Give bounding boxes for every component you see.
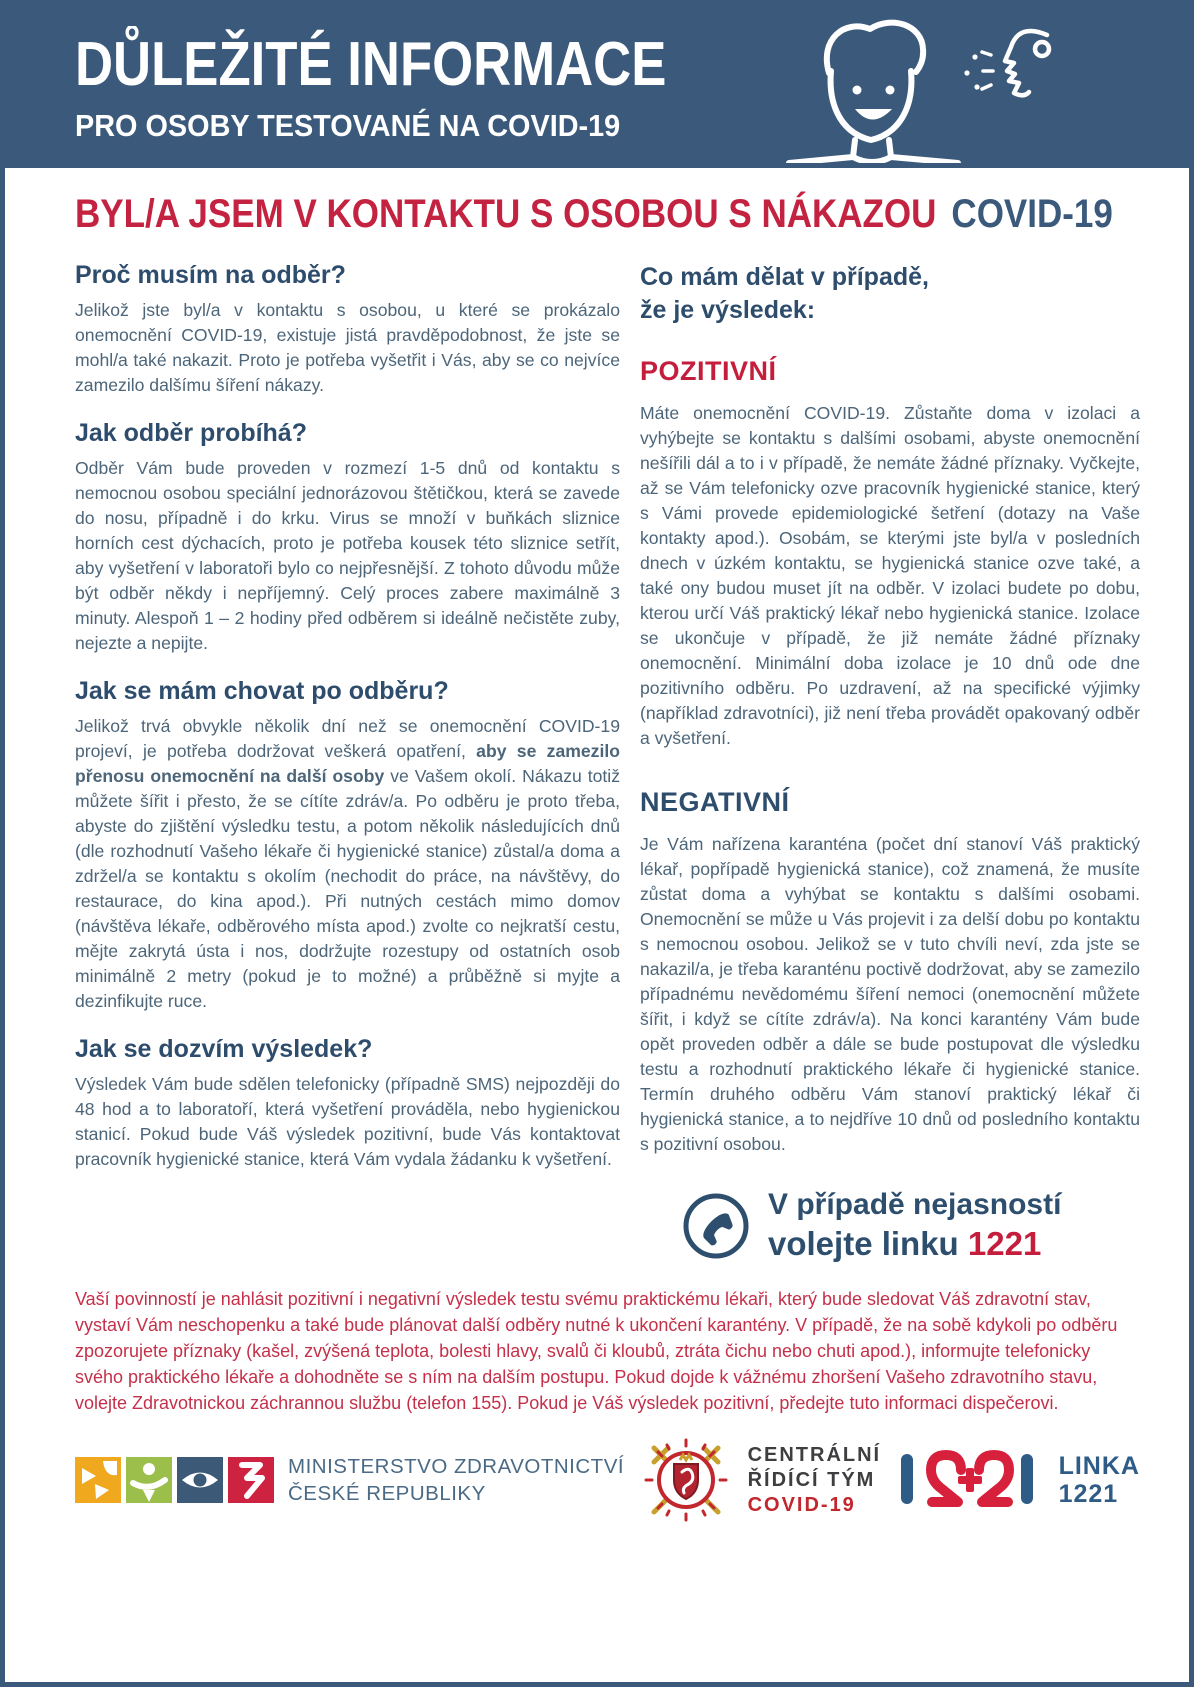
footer-logos: [75, 1432, 1140, 1528]
header-banner: [5, 5, 1189, 168]
content: [5, 192, 1189, 1528]
section-heading: Jak se mám chovat po odběru?: [75, 677, 449, 705]
right-column: [640, 253, 1140, 1264]
body-bold: aby se zamezilo přenosu onemocnění na další osoby: [75, 741, 620, 786]
smile: [855, 109, 892, 120]
central-management-team-emblem: [638, 1432, 734, 1528]
phone-icon: [680, 1190, 752, 1262]
positive-heading: POZITIVNÍ: [640, 356, 777, 386]
coughing-profile: [1005, 31, 1049, 95]
linka-text: [1059, 1452, 1140, 1510]
ministry-square-yellow: [75, 1457, 121, 1503]
crt-line2: ŘÍDÍCÍ TÝM: [747, 1468, 876, 1491]
linka-line1: LINKA: [1058, 1451, 1140, 1480]
section-how-get-result: [75, 1035, 620, 1172]
ministry-logo-squares: [75, 1457, 274, 1503]
hotline-number: 1221: [967, 1225, 1042, 1262]
linka-1221-logo: [895, 1444, 1140, 1516]
hotline-line1: V případě nejasností: [768, 1188, 1062, 1221]
ministry-square-red: [228, 1457, 274, 1503]
ministry-name-line1: MINISTERSTVO ZDRAVOTNICTVÍ: [288, 1454, 625, 1478]
linka-1221-mark: [895, 1444, 1045, 1516]
section-body: [75, 714, 620, 1014]
section-behaviour-after-test: [75, 677, 620, 1014]
section-how-test-works: [75, 419, 620, 656]
main-heading: [75, 192, 1113, 237]
section-body: Jelikož jste byl/a v kontaktu s osobou, u které se prokázalo onemocnění COVID-19, existuje jistá pravděpodobnost, že jste se mohl/a také nakazit. Proto je potřeba vyšetřit i Vás, aby se co nejvíce zamezilo dalšímu šíření nákazy.: [75, 300, 620, 395]
notice-text: Vaší povinností je nahlásit pozitivní i negativní výsledek testu svému praktickému lékaři, který bude sledovat Váš zdravotní stav, vystaví Vám neschopenku a také bude plánovat další odběry nutné k ukončení karantény. V případě, že na sobě kdykoli po odběru zpozorujete příznaky (kašel, zvýšená teplota, bolesti hlavy, svalů či kloubů, ztráta čichu nebo chuti apod.), informujte telefonicky svého praktického lékaře a dohodněte se s ním na dalším postupu. Pokud dojde k vážnému zhoršení Vašeho zdravotního stavu, volejte Zdravotnickou záchrannou službu (telefon 155). Pokud je Váš výsledek pozitivní, předejte tuto informaci dispečerovi.: [75, 1289, 1118, 1414]
main-heading-red: BYL/A JSEM V KONTAKTU S OSOBOU S NÁKAZOU: [75, 192, 937, 236]
section-heading: Proč musím na odběr?: [75, 261, 346, 289]
ministry-square-green: [126, 1457, 172, 1503]
hotline-line2-text: volejte linku: [768, 1225, 959, 1262]
page-title: DŮLEŽITÉ INFORMACE: [75, 30, 667, 99]
body-post: ve Vašem okolí. Nákazu totiž můžete šířit i přesto, že se cítíte zdráv/a. Po odběru je proto třeba, abyste do zjištění výsledku testu, a potom několik následujících dnů (dle rozhodnutí Vašeho lékaře či hygienické stanice) zůstal/a doma a zdržel/a se kontaktu s okolím (nechodit do práce, na návštěvy, do restaurace, do kina apod.). Při nutných cestách mimo domov (návštěva lékaře, odběrového místa apod.) zvolte co nejkratší cestu, mějte zakrytá ústa i nos, dodržujte rozestupy od ostatních osob minimálně 2 metry (pokud je to možné) a průběžně si myjte a dezinfikujte ruce.: [75, 766, 620, 1011]
droplet-dashes: [982, 52, 993, 89]
droplets: [964, 54, 979, 89]
crt-text: [748, 1443, 882, 1518]
central-management-team-logo: [638, 1432, 882, 1528]
crt-covid-label: COVID-19: [747, 1493, 856, 1516]
eye-right: [886, 86, 895, 95]
section-body: Odběr Vám bude proveden v rozmezí 1-5 dnů od kontaktu s nemocnou osobou speciální jednorázovou štětičkou, která se zavede do nosu, případně i do krku. Virus se množí v buňkách sliznice horních cest dýchacích, proto je potřeba kousek této sliznice setřít, aby vyšetření v laboratoři bylo co nejpřesnější. Z tohoto důvodu může být odběr někdy i nepříjemný. Celý proces zabere maximálně 3 minuty. Alespoň 1 – 2 hodiny před odběrem si ideálně nečistěte zuby, nejezte a nepijte.: [75, 458, 620, 653]
coughing-person-illustration: [751, 13, 1061, 163]
body-pre: Jelikož trvá obvykle několik dní než se onemocnění COVID-19 projeví, je potřeba dodržovat veškerá opatření,: [75, 716, 620, 761]
ministry-name: [288, 1453, 624, 1508]
hotline-text: [768, 1187, 1061, 1264]
negative-heading: NEGATIVNÍ: [640, 787, 790, 817]
crt-line1: CENTRÁLNÍ: [747, 1443, 882, 1466]
left-column: [75, 253, 620, 1172]
hotline-line2: [768, 1223, 1061, 1264]
ministry-of-health-logo: [75, 1453, 624, 1508]
negative-body: Je Vám nařízena karanténa (počet dní stanoví Váš praktický lékař, popřípadě hygienická stanice), což znamená, že musíte zůstat doma a vyhýbat se kontaktu s dalšími osobami. Onemocnění se může u Vás projevit i za delší dobu po kontaktu s nemocnou osobou. Jelikož se v tuto chvíli neví, zda jste se nakazil/a, je třeba karanténu poctivě dodržovat, aby se zamezilo případnému nevědomému šíření nemoci (onemocnění můžete šířit, i když se cítíte zdráv/a). Na konci karantény Vám bude opět proveden odběr a dále se bude postupovat dle výsledku testu a rozhodnutí praktického lékaře či hygienické stanice. Termín druhého odběru Vám stanoví praktický lékař či hygienická stanice, a to nejdříve 10 dnů od posledního kontaktu s pozitivní osobou.: [640, 834, 1140, 1154]
hotline-callout: [680, 1187, 1140, 1264]
two-column-layout: [75, 253, 1140, 1264]
section-heading: Jak odběr probíhá?: [75, 419, 307, 447]
section-heading: Jak se dozvím výsledek?: [75, 1035, 373, 1063]
positive-body: Máte onemocnění COVID-19. Zůstaňte doma v izolaci a vyhýbejte se kontaktu s dalšími osobami, abyste onemocnění nešířili dál a to i v případě, že nemáte žádné příznaky. Vyčkejte, až se Vám telefonicky ozve pracovník hygienické stanice, který s Vámi provede epidemiologické šetření (dotazy na Vaše kontakty apod.). Osobám, se kterými jste byl/a v posledních dnech v úzkém kontaktu, se hygienická stanice ozve také, a také ony budou muset jít na odběr. V izolaci budete po dobu, kterou určí Váš praktický lékař nebo hygienická stanice. Izolace se ukončuje v případě, že již nemáte žádné příznaky onemocnění. Minimální doba izolace je 10 dnů ode dne pozitivního odběru. Po uzdravení, až na specifické výjimky (například zdravotníci), již není třeba provádět opakovaný odběr a vyšetření.: [640, 403, 1140, 748]
result-intro-heading: [640, 261, 1140, 326]
eye-left: [853, 86, 862, 95]
section-body: Výsledek Vám bude sdělen telefonicky (případně SMS) nejpozději do 48 hod a to laboratoří, která vyšetření prováděla, nebo hygienickou stanicí. Pokud bude Váš výsledek pozitivní, bude Vás kontaktovat pracovník hygienické stanice, která Vám vydala žádanku k vyšetření.: [75, 1074, 620, 1169]
section-why-test: [75, 261, 620, 398]
intro-line1: Co mám dělat v případě,: [640, 263, 929, 291]
ministry-name-line2: ČESKÉ REPUBLIKY: [288, 1482, 486, 1506]
intro-line2: že je výsledek:: [640, 295, 816, 324]
linka-line2: 1221: [1058, 1480, 1119, 1509]
ministry-square-navy-eye: [177, 1457, 223, 1503]
page-subtitle: PRO OSOBY TESTOVANÉ NA COVID-19: [75, 108, 621, 143]
main-heading-covid: COVID-19: [951, 192, 1113, 236]
